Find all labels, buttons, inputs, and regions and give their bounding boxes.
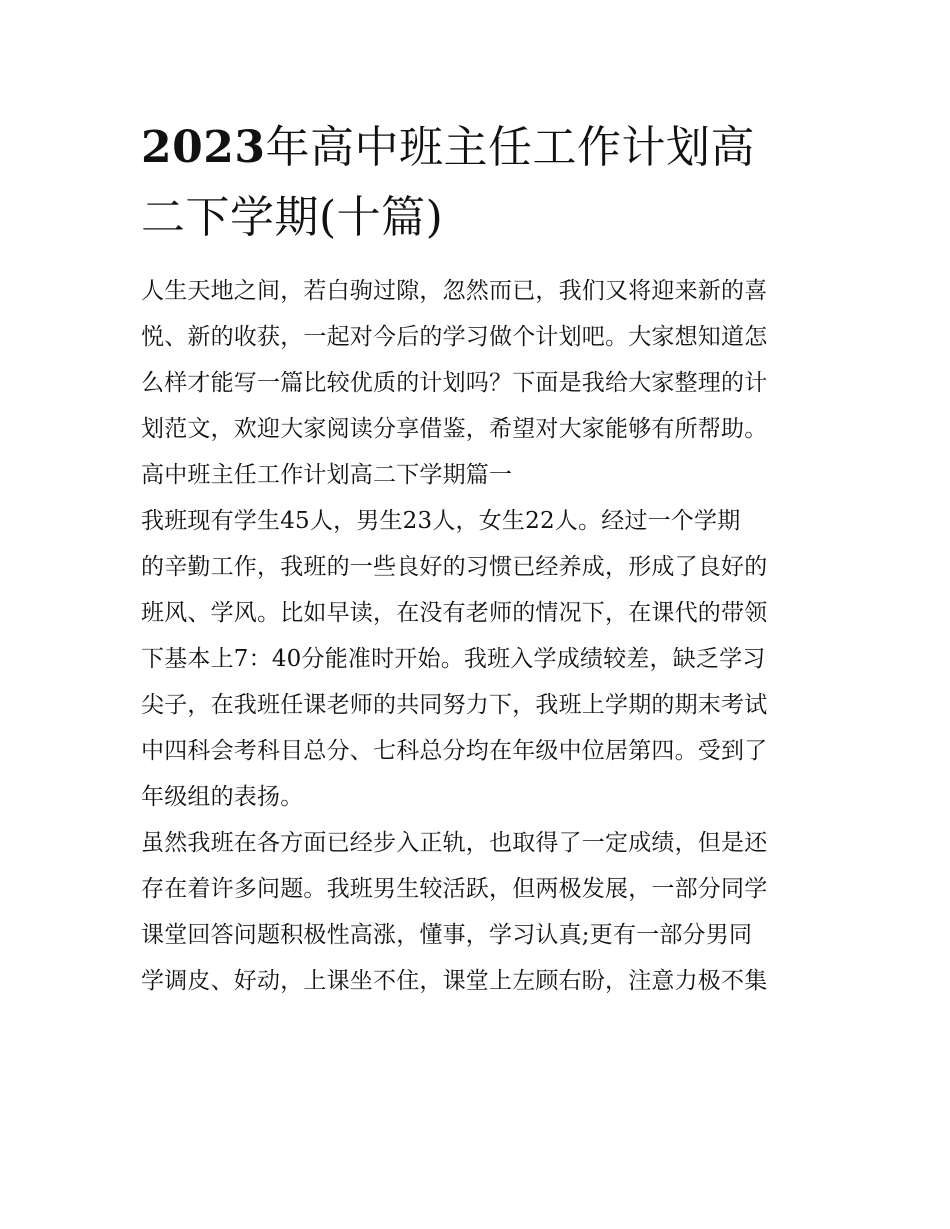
title-line-1-rest: 年高中班主任工作计划高 xyxy=(265,122,755,173)
body-line: 悦、新的收获，一起对今后的学习做个计划吧。大家想知道怎 xyxy=(141,324,768,350)
body-line: 的辛勤工作，我班的一些良好的习惯已经养成，形成了良好的 xyxy=(141,554,768,580)
body-line: 虽然我班在各方面已经步入正轨，也取得了一定成绩，但是还 xyxy=(141,830,768,856)
body-line: 划范文，欢迎大家阅读分享借鉴，希望对大家能够有所帮助。 xyxy=(141,416,768,442)
body-line: 班风、学风。比如早读，在没有老师的情况下，在课代的带领 xyxy=(141,600,768,626)
body-line: 么样才能写一篇比较优质的计划吗？下面是我给大家整理的计 xyxy=(141,370,768,396)
body-line: 课堂回答问题积极性高涨，懂事，学习认真;更有一部分男同 xyxy=(141,922,753,948)
body-line: 年级组的表扬。 xyxy=(141,784,304,810)
document-title xyxy=(141,113,813,253)
document-content xyxy=(141,113,813,1004)
body-line: 存在着许多问题。我班男生较活跃，但两极发展，一部分同学 xyxy=(141,876,768,902)
body-line: 中四科会考科目总分、七科总分均在年级中位居第四。受到了 xyxy=(141,738,768,764)
title-line-2: 二下学期(十篇) xyxy=(141,192,444,243)
body-line: 下基本上7：40分能准时开始。我班入学成绩较差，缺乏学习 xyxy=(141,646,766,672)
body-line: 人生天地之间，若白驹过隙，忽然而已，我们又将迎来新的喜 xyxy=(141,278,768,304)
body-line: 尖子，在我班任课老师的共同努力下，我班上学期的期末考试 xyxy=(141,692,768,718)
title-year: 2023 xyxy=(141,122,266,173)
title-line-1 xyxy=(141,113,813,183)
body-line: 我班现有学生45人，男生23人，女生22人。经过一个学期 xyxy=(141,508,741,534)
section-heading: 高中班主任工作计划高二下学期篇一 xyxy=(141,462,513,488)
body-line: 学调皮、好动，上课坐不住，课堂上左顾右盼，注意力极不集 xyxy=(141,968,768,994)
document-body xyxy=(141,268,813,1004)
